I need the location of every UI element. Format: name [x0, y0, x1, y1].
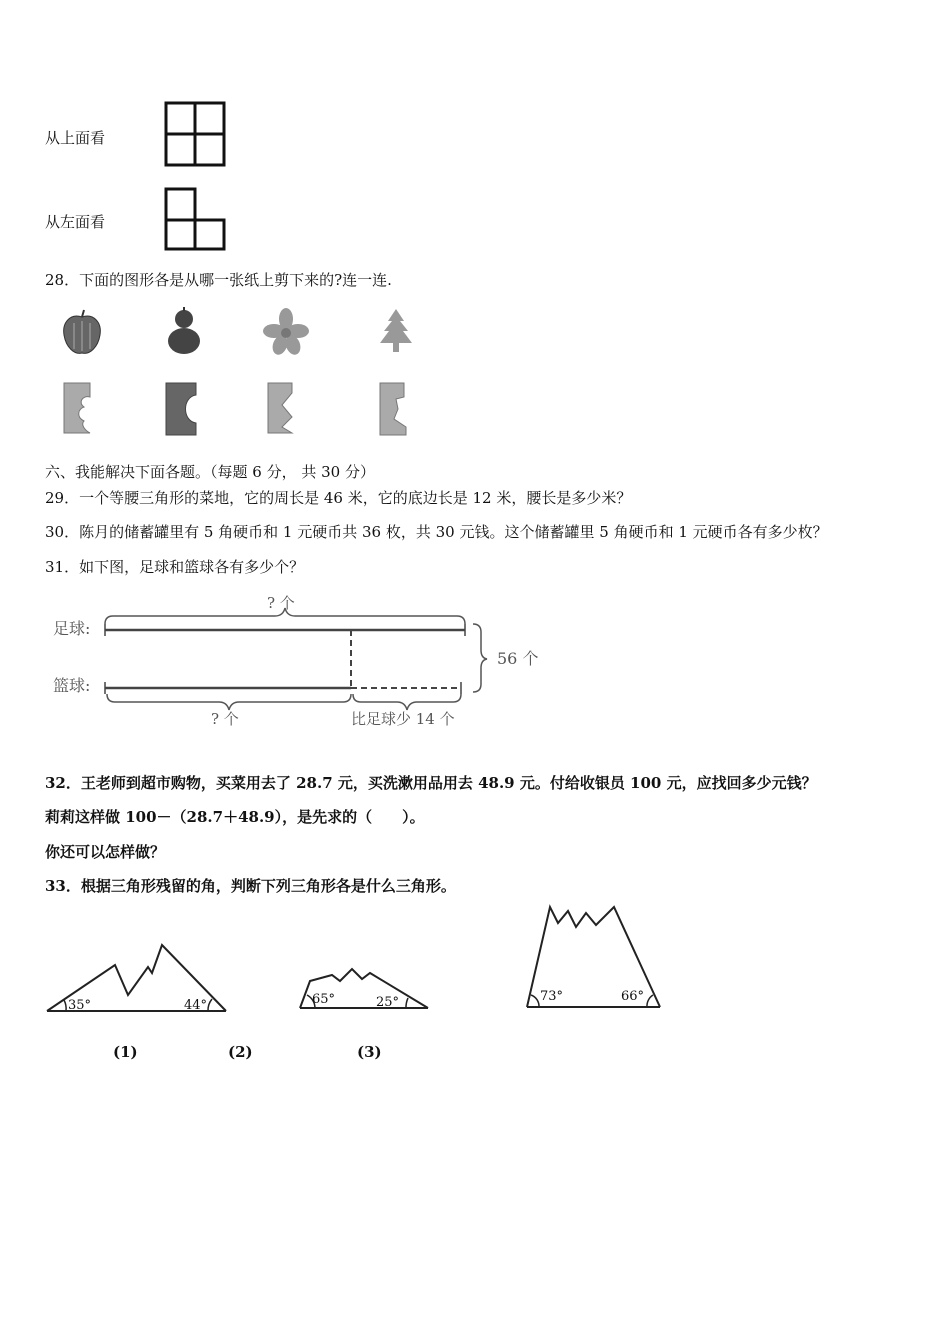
paper-cutout-2-icon	[166, 383, 196, 435]
view-top-label: 从上面看	[45, 129, 106, 147]
triangle-label-3: (3)	[357, 1043, 382, 1061]
basketball-label: 篮球:	[53, 676, 91, 695]
triangle-3-left-angle: 73°	[540, 989, 564, 1004]
bottom-left-brace	[107, 694, 351, 710]
question-28: 28．下面的图形各是从哪一张纸上剪下来的?连一连.	[45, 271, 392, 289]
flower-shape-icon	[263, 308, 309, 357]
left-view-figure	[163, 186, 227, 252]
top-view-figure	[163, 100, 227, 168]
bottom-right-brace	[353, 694, 461, 710]
triangle-1-right-angle: 44°	[184, 998, 208, 1013]
paper-cutout-1-icon	[64, 383, 90, 433]
triangle-1	[47, 945, 226, 1013]
triangle-1-left-angle: 35°	[68, 998, 92, 1013]
paper-cutout-4-icon	[380, 383, 406, 435]
bottom-left-label: ? 个	[211, 710, 239, 728]
apple-shape-icon	[64, 310, 101, 353]
question-29: 29．一个等腰三角形的菜地，它的周长是 46 米，它的底边长是 12 米，腰长是多少米？	[45, 489, 632, 507]
triangle-label-1: (1)	[113, 1043, 138, 1061]
question-31: 31．如下图，足球和篮球各有多少个？	[45, 558, 305, 576]
tree-shape-icon	[380, 309, 412, 352]
paper-shapes-row	[58, 380, 438, 440]
football-basketball-diagram	[45, 588, 555, 738]
bottom-right-label: 比足球少 14 个	[351, 710, 455, 728]
triangle-label-2: (2)	[228, 1043, 253, 1061]
section-6-title: 六、我能解决下面各题。（每题 6 分， 共 30 分）	[45, 463, 375, 481]
triangle-2	[300, 969, 428, 1010]
top-brace-label: ? 个	[267, 594, 295, 612]
triangle-2-right-angle: 25°	[376, 995, 400, 1010]
total-brace	[473, 624, 487, 692]
football-label: 足球:	[53, 619, 91, 638]
question-32-line3: 你还可以怎样做？	[45, 843, 166, 861]
triangle-3-right-angle: 66°	[621, 989, 645, 1004]
gourd-shape-icon	[168, 307, 200, 354]
question-33: 33．根据三角形残留的角，判断下列三角形各是什么三角形。	[45, 877, 456, 895]
total-label: 56 个	[497, 649, 539, 668]
question-32-line2: 莉莉这样做 100－（28.7＋48.9），是先求的（ ）。	[45, 808, 425, 826]
question-30: 30．陈月的储蓄罐里有 5 角硬币和 1 元硬币共 36 枚，共 30 元钱。这个储蓄罐里 5 角硬币和 1 元硬币各有多少枚？	[45, 523, 828, 541]
triangle-3	[527, 907, 660, 1007]
view-left-label: 从左面看	[45, 213, 106, 231]
triangle-2-left-angle: 65°	[312, 992, 336, 1007]
triangles-figure	[40, 895, 680, 1025]
question-32-line1: 32．王老师到超市购物，买菜用去了 28.7 元，买洗漱用品用去 48.9 元。付给收银员 100 元，应找回多少元钱？	[45, 774, 817, 792]
paper-cutout-3-icon	[268, 383, 292, 433]
cutout-shapes-row	[58, 305, 438, 360]
